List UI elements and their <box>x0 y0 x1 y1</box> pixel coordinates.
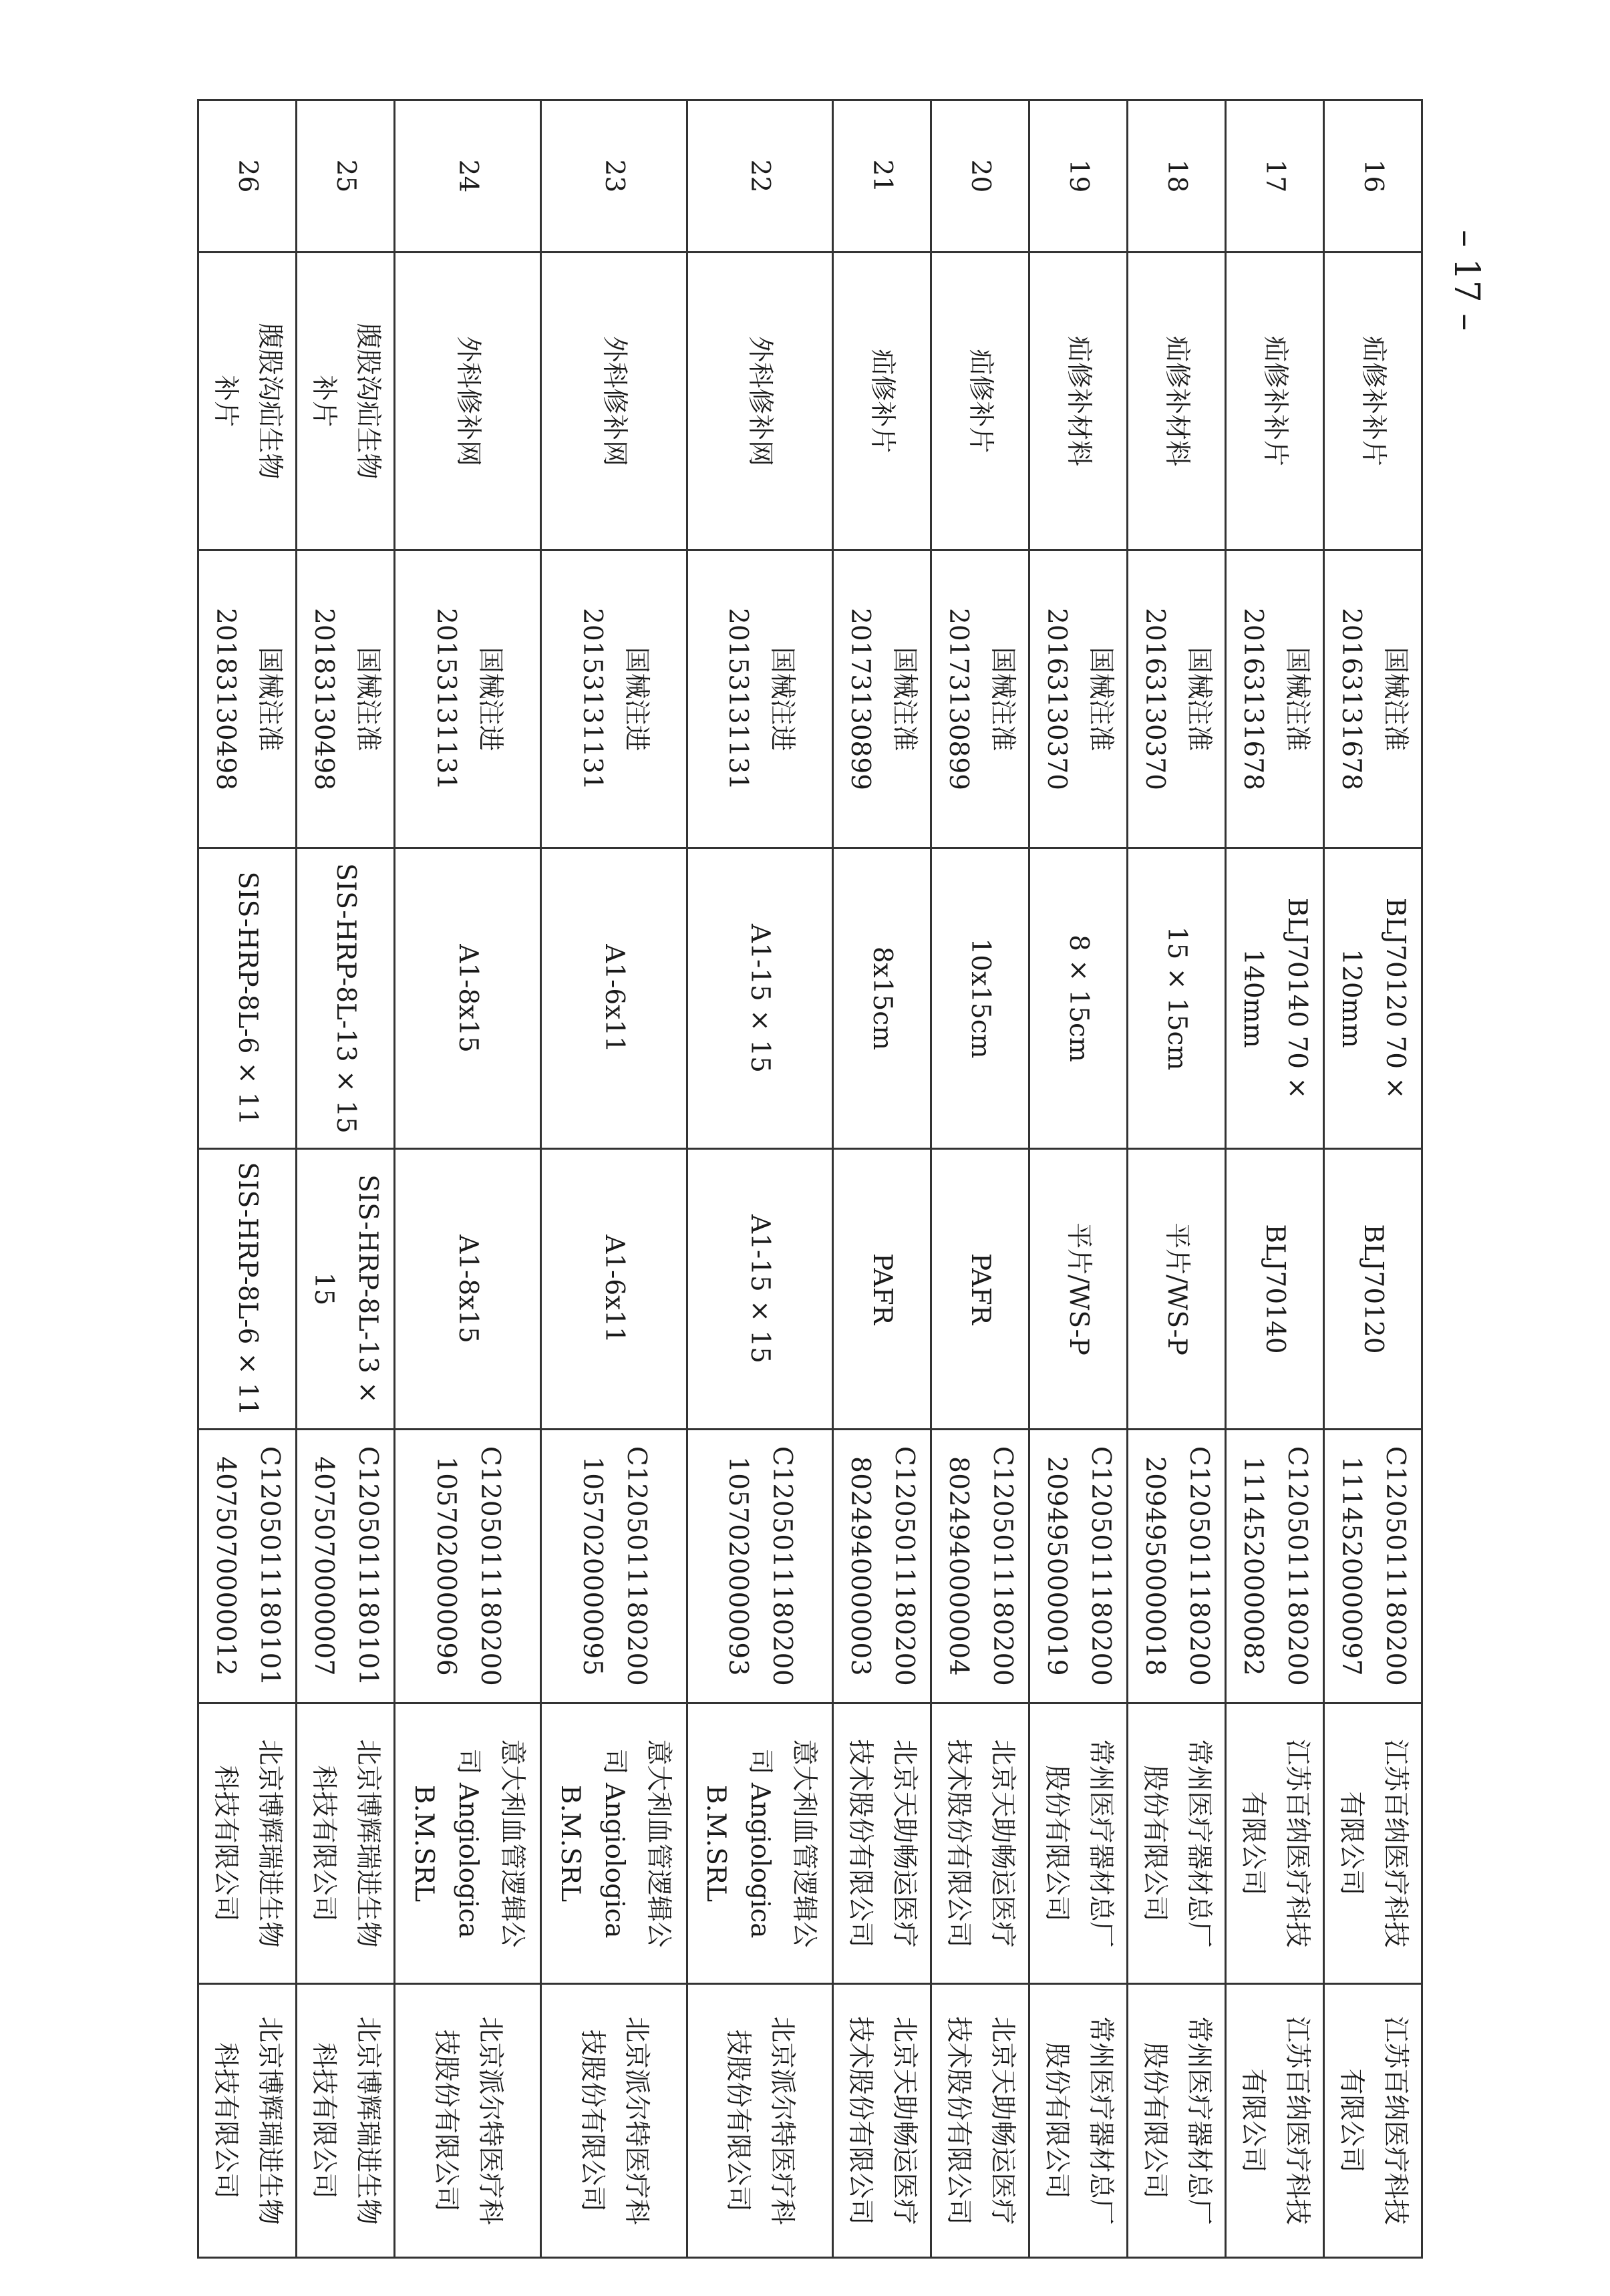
model-text: BLJ70120 <box>1358 1224 1389 1354</box>
model-text: SIS-HRP-8L-6 × 11 <box>232 1162 263 1416</box>
model-cell <box>395 1149 541 1430</box>
table-row <box>297 100 395 2258</box>
product-code-text: 1057020000093 <box>723 1456 754 1677</box>
model-text: A1-8x15 <box>452 1235 483 1343</box>
table-row <box>540 100 687 2258</box>
registration-number-cell <box>1029 550 1128 848</box>
model-cell <box>198 1149 297 1430</box>
manufacturer-text: 常州医疗器材总厂 <box>1184 2016 1215 2225</box>
product-code-text: C1205011180200 <box>1380 1446 1411 1687</box>
specification-text: SIS-HRP-8L-6 × 11 <box>232 871 263 1126</box>
manufacturer-cell <box>198 1984 297 2258</box>
row-number-cell <box>1226 100 1324 253</box>
product-code-text: C1205011180200 <box>889 1446 920 1687</box>
manufacturer-text: 北京派尔特医疗科 <box>474 2016 505 2225</box>
specification-cell <box>687 848 833 1149</box>
registration-number-cell <box>931 550 1029 848</box>
manufacturer-text: 有限公司 <box>1238 2068 1269 2173</box>
registration-number-text: 20183130498 <box>309 608 339 790</box>
registrant-text: 江苏百纳医疗科技 <box>1380 1739 1411 1948</box>
registration-number-text: 20153131131 <box>723 608 754 790</box>
manufacturer-text: 北京天助畅运医疗 <box>987 2016 1018 2225</box>
product-name-cell <box>1128 253 1226 550</box>
row-number-cell <box>297 100 395 253</box>
model-cell <box>1029 1149 1128 1430</box>
model-cell <box>297 1149 395 1430</box>
product-name-cell <box>1226 253 1324 550</box>
product-name-text: 补片 <box>309 375 339 428</box>
product-code-text: 4075070000012 <box>210 1456 241 1677</box>
row-number-text: 19 <box>1064 159 1094 193</box>
row-number-text: 20 <box>965 159 996 193</box>
registration-number-cell <box>540 550 687 848</box>
registrant-text: 有限公司 <box>1336 1791 1367 1896</box>
product-name-text: 疝修补材料 <box>1064 335 1094 466</box>
model-text: PAFR <box>867 1253 898 1325</box>
manufacturer-text: 科技有限公司 <box>309 2042 339 2199</box>
model-cell <box>1324 1149 1422 1430</box>
registrant-text: 股份有限公司 <box>1140 1765 1170 1922</box>
product-name-text: 疝修补补片 <box>1358 335 1389 466</box>
product-name-cell <box>540 253 687 550</box>
row-number-cell <box>395 100 541 253</box>
product-name-text: 腹股沟疝生物 <box>255 323 285 480</box>
product-code-text: C1205011180101 <box>353 1446 383 1687</box>
registrant-cell <box>540 1703 687 1984</box>
registrant-text: 北京博辉瑞进生物 <box>353 1739 383 1948</box>
product-table <box>197 99 1423 2259</box>
manufacturer-cell <box>931 1984 1029 2258</box>
row-number-cell <box>540 100 687 253</box>
product-code-text: C1205011180200 <box>1184 1446 1215 1687</box>
registrant-text: 江苏百纳医疗科技 <box>1282 1739 1313 1948</box>
registrant-cell <box>1226 1703 1324 1984</box>
product-name-cell <box>1324 253 1422 550</box>
registration-number-text: 国械注准 <box>353 647 383 752</box>
registrant-cell <box>1324 1703 1422 1984</box>
product-code-cell <box>1029 1430 1128 1703</box>
manufacturer-cell <box>540 1984 687 2258</box>
registrant-text: 常州医疗器材总厂 <box>1184 1739 1215 1948</box>
registrant-text: 北京天助畅运医疗 <box>889 1739 920 1948</box>
registrant-cell <box>1128 1703 1226 1984</box>
model-text: 平片/WS-P <box>1064 1222 1094 1355</box>
specification-text: BLJ70120 70 × <box>1380 897 1411 1100</box>
product-table-wrapper <box>197 99 1423 2225</box>
model-cell <box>1226 1149 1324 1430</box>
product-code-text: C1205011180200 <box>1282 1446 1313 1687</box>
registrant-text: 北京天助畅运医疗 <box>987 1739 1018 1948</box>
registration-number-cell <box>1324 550 1422 848</box>
manufacturer-text: 技术股份有限公司 <box>845 2016 876 2225</box>
table-row <box>833 100 931 2258</box>
table-row <box>931 100 1029 2258</box>
specification-cell <box>540 848 687 1149</box>
product-name-cell <box>833 253 931 550</box>
registrant-text: 有限公司 <box>1238 1791 1269 1896</box>
table-row <box>395 100 541 2258</box>
specification-cell <box>297 848 395 1149</box>
product-code-cell <box>395 1430 541 1703</box>
model-text: BLJ70140 <box>1260 1224 1291 1354</box>
product-code-cell <box>1324 1430 1422 1703</box>
model-text: A1-15 × 15 <box>745 1214 776 1363</box>
product-name-cell <box>297 253 395 550</box>
specification-text: 120mm <box>1336 949 1367 1048</box>
product-code-cell <box>931 1430 1029 1703</box>
product-code-cell <box>687 1430 833 1703</box>
product-name-cell <box>931 253 1029 550</box>
specification-text: BLJ70140 70 × <box>1282 897 1313 1100</box>
specification-cell <box>1226 848 1324 1149</box>
product-name-text: 外科修补网 <box>599 335 629 466</box>
registrant-text: 司 Angiologica <box>452 1748 483 1939</box>
row-number-cell <box>1128 100 1226 253</box>
product-code-cell <box>297 1430 395 1703</box>
model-cell <box>1128 1149 1226 1430</box>
row-number-text: 17 <box>1260 159 1291 193</box>
table-row <box>1128 100 1226 2258</box>
registration-number-cell <box>297 550 395 848</box>
manufacturer-text: 技股份有限公司 <box>577 2029 607 2212</box>
product-name-text: 疝修补片 <box>965 349 996 454</box>
row-number-text: 22 <box>745 159 776 193</box>
model-text: 平片/WS-P <box>1162 1222 1192 1355</box>
registration-number-text: 20163131678 <box>1238 608 1269 790</box>
product-code-text: C1205011180200 <box>474 1446 505 1687</box>
registration-number-text: 国械注进 <box>621 647 651 752</box>
registration-number-text: 国械注准 <box>889 647 920 752</box>
product-code-text: C1205011180200 <box>621 1446 651 1687</box>
product-code-text: C1205011180200 <box>987 1446 1018 1687</box>
manufacturer-text: 技股份有限公司 <box>723 2029 754 2212</box>
registrant-text: B.M.SRL <box>408 1784 439 1903</box>
manufacturer-text: 北京博辉瑞进生物 <box>353 2016 383 2225</box>
table-body <box>198 100 1422 2258</box>
registrant-text: 技术股份有限公司 <box>845 1739 876 1948</box>
registration-number-text: 国械注准 <box>1380 647 1411 752</box>
product-code-text: 4075070000007 <box>309 1456 339 1677</box>
registrant-text: 司 Angiologica <box>745 1748 776 1939</box>
specification-text: 8 × 15cm <box>1064 935 1094 1062</box>
registrant-cell <box>833 1703 931 1984</box>
registration-number-text: 国械注进 <box>474 647 505 752</box>
table-row <box>687 100 833 2258</box>
row-number-text: 23 <box>599 159 629 193</box>
registrant-text: 科技有限公司 <box>210 1765 241 1922</box>
product-name-text: 外科修补网 <box>745 335 776 466</box>
registrant-cell <box>297 1703 395 1984</box>
table-row <box>198 100 297 2258</box>
row-number-cell <box>198 100 297 253</box>
product-name-text: 疝修补材料 <box>1162 335 1192 466</box>
product-code-text: 1057020000096 <box>430 1456 461 1677</box>
row-number-cell <box>1029 100 1128 253</box>
registrant-text: 意大利血管逻辑公 <box>789 1739 820 1948</box>
product-code-text: 1114520000097 <box>1336 1456 1367 1677</box>
table-row <box>1226 100 1324 2258</box>
registrant-cell <box>1029 1703 1128 1984</box>
manufacturer-cell <box>1226 1984 1324 2258</box>
registration-number-cell <box>687 550 833 848</box>
registration-number-cell <box>833 550 931 848</box>
specification-text: A1-15 × 15 <box>745 924 776 1073</box>
product-table-rotated <box>197 99 1423 2225</box>
row-number-text: 16 <box>1358 159 1389 193</box>
registrant-text: B.M.SRL <box>701 1784 732 1903</box>
product-code-cell <box>1128 1430 1226 1703</box>
model-cell <box>540 1149 687 1430</box>
product-name-cell <box>687 253 833 550</box>
registrant-cell <box>395 1703 541 1984</box>
registrant-cell <box>931 1703 1029 1984</box>
product-code-text: 1057020000095 <box>577 1456 607 1677</box>
specification-text: 8x15cm <box>867 946 898 1051</box>
product-name-cell <box>395 253 541 550</box>
product-code-cell <box>833 1430 931 1703</box>
registration-number-text: 20163130370 <box>1140 608 1170 790</box>
product-code-cell <box>1226 1430 1324 1703</box>
model-cell <box>687 1149 833 1430</box>
model-cell <box>833 1149 931 1430</box>
registration-number-text: 20173130899 <box>845 608 876 790</box>
registrant-text: 北京博辉瑞进生物 <box>255 1739 285 1948</box>
manufacturer-text: 有限公司 <box>1336 2068 1367 2173</box>
manufacturer-text: 股份有限公司 <box>1140 2042 1170 2199</box>
registrant-cell <box>687 1703 833 1984</box>
registration-number-text: 20153131131 <box>430 608 461 790</box>
product-code-cell <box>198 1430 297 1703</box>
registration-number-text: 20153131131 <box>577 608 607 790</box>
registration-number-cell <box>395 550 541 848</box>
registration-number-text: 20163130370 <box>1041 608 1072 790</box>
product-code-text: 8024940000004 <box>943 1456 974 1677</box>
row-number-cell <box>931 100 1029 253</box>
manufacturer-text: 北京派尔特医疗科 <box>621 2016 651 2225</box>
product-name-text: 补片 <box>210 375 241 428</box>
model-text: SIS-HRP-8L-13 × 15 <box>309 1174 383 1404</box>
product-code-text: 2094950000019 <box>1041 1456 1072 1677</box>
product-name-cell <box>1029 253 1128 550</box>
manufacturer-cell <box>1128 1984 1226 2258</box>
page-number: – 17 – <box>1446 230 1486 331</box>
model-text: A1-6x11 <box>599 1235 629 1343</box>
specification-cell <box>833 848 931 1149</box>
manufacturer-text: 技术股份有限公司 <box>943 2016 974 2225</box>
registrant-text: 意大利血管逻辑公 <box>496 1739 527 1948</box>
product-name-text: 疝修补补片 <box>1260 335 1291 466</box>
product-code-text: 8024940000003 <box>845 1456 876 1677</box>
specification-text: 140mm <box>1238 949 1269 1048</box>
specification-cell <box>931 848 1029 1149</box>
registration-number-text: 国械注准 <box>1086 647 1116 752</box>
manufacturer-cell <box>1029 1984 1128 2258</box>
registrant-text: B.M.SRL <box>554 1784 585 1903</box>
specification-cell <box>1029 848 1128 1149</box>
table-row <box>1324 100 1422 2258</box>
manufacturer-text: 江苏百纳医疗科技 <box>1380 2016 1411 2225</box>
row-number-text: 18 <box>1162 159 1192 193</box>
specification-text: A1-8x15 <box>452 944 483 1053</box>
registration-number-cell <box>1128 550 1226 848</box>
registrant-text: 意大利血管逻辑公 <box>643 1739 673 1948</box>
manufacturer-cell <box>687 1984 833 2258</box>
registration-number-text: 20173130899 <box>943 608 974 790</box>
manufacturer-cell <box>297 1984 395 2258</box>
registrant-text: 股份有限公司 <box>1041 1765 1072 1922</box>
row-number-text: 25 <box>331 159 361 193</box>
registration-number-text: 国械注准 <box>1282 647 1313 752</box>
row-number-text: 26 <box>232 159 263 193</box>
registration-number-text: 20183130498 <box>210 608 241 790</box>
manufacturer-cell <box>1324 1984 1422 2258</box>
manufacturer-text: 北京天助畅运医疗 <box>889 2016 920 2225</box>
product-code-text: C1205011180101 <box>255 1446 285 1687</box>
registration-number-text: 20163131678 <box>1336 608 1367 790</box>
row-number-cell <box>687 100 833 253</box>
specification-text: 10x15cm <box>965 938 996 1059</box>
manufacturer-text: 江苏百纳医疗科技 <box>1282 2016 1313 2225</box>
registrant-text: 常州医疗器材总厂 <box>1086 1739 1116 1948</box>
row-number-text: 21 <box>867 159 898 193</box>
manufacturer-text: 北京派尔特医疗科 <box>767 2016 798 2225</box>
specification-cell <box>1324 848 1422 1149</box>
product-code-text: C1205011180200 <box>1086 1446 1116 1687</box>
model-text: PAFR <box>965 1253 996 1325</box>
registrant-cell <box>198 1703 297 1984</box>
product-name-text: 腹股沟疝生物 <box>353 323 383 480</box>
product-name-text: 外科修补网 <box>452 335 483 466</box>
product-code-text: 1114520000082 <box>1238 1456 1269 1677</box>
specification-cell <box>1128 848 1226 1149</box>
row-number-cell <box>833 100 931 253</box>
row-number-text: 24 <box>452 159 483 193</box>
manufacturer-text: 股份有限公司 <box>1041 2042 1072 2199</box>
product-code-text: C1205011180200 <box>767 1446 798 1687</box>
product-code-text: 2094950000018 <box>1140 1456 1170 1677</box>
table-row <box>1029 100 1128 2258</box>
specification-cell <box>198 848 297 1149</box>
manufacturer-text: 北京博辉瑞进生物 <box>255 2016 285 2225</box>
specification-text: SIS-HRP-8L-13 × 15 <box>331 863 361 1134</box>
registration-number-text: 国械注准 <box>1184 647 1215 752</box>
registrant-text: 科技有限公司 <box>309 1765 339 1922</box>
product-name-cell <box>198 253 297 550</box>
manufacturer-cell <box>395 1984 541 2258</box>
manufacturer-text: 常州医疗器材总厂 <box>1086 2016 1116 2225</box>
manufacturer-text: 技股份有限公司 <box>430 2029 461 2212</box>
product-name-text: 疝修补片 <box>867 349 898 454</box>
specification-text: 15 × 15cm <box>1162 926 1192 1071</box>
registration-number-text: 国械注准 <box>255 647 285 752</box>
registrant-text: 技术股份有限公司 <box>943 1739 974 1948</box>
specification-cell <box>395 848 541 1149</box>
manufacturer-text: 科技有限公司 <box>210 2042 241 2199</box>
registration-number-text: 国械注准 <box>987 647 1018 752</box>
model-cell <box>931 1149 1029 1430</box>
registration-number-cell <box>1226 550 1324 848</box>
product-code-cell <box>540 1430 687 1703</box>
registration-number-cell <box>198 550 297 848</box>
manufacturer-cell <box>833 1984 931 2258</box>
registrant-text: 司 Angiologica <box>599 1748 629 1939</box>
specification-text: A1-6x11 <box>599 944 629 1053</box>
registration-number-text: 国械注进 <box>767 647 798 752</box>
row-number-cell <box>1324 100 1422 253</box>
